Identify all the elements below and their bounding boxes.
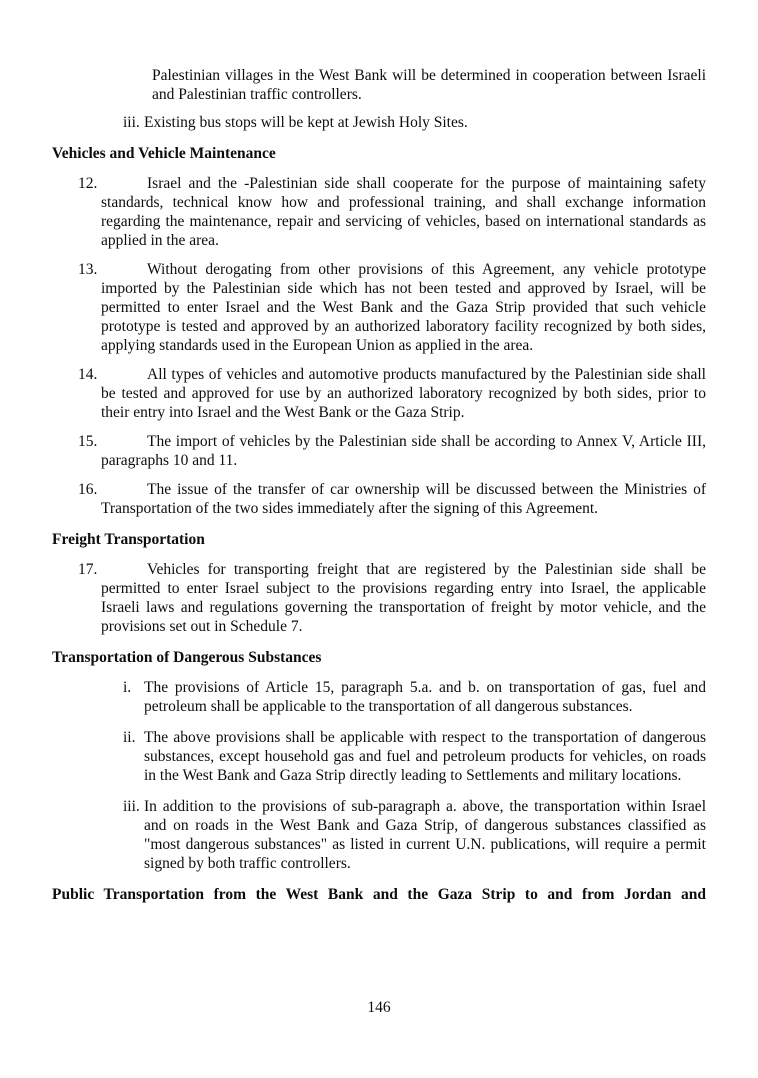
item-number: 16.: [78, 481, 98, 498]
item-text: All types of vehicles and automotive products manufactured by the Palestinian side shall be tested and approved for use by an authorized laboratory recognized by both sides, prior to their entry into Israel and the West Bank or the Gaza Strip.: [101, 366, 706, 421]
list-item-bus-stops: [123, 113, 706, 132]
item-number: 14.: [78, 366, 98, 383]
list-item-text: The above provisions shall be applicable with respect to the transportation of dangerous substances, except household gas and fuel and petroleum products for vehicles, on roads in the West Bank and Gaza Strip directly leading to Settlements and military locations.: [144, 729, 706, 784]
item-number: 17.: [78, 561, 98, 578]
roman-marker: i.: [123, 679, 132, 696]
heading-dangerous-substances: Transportation of Dangerous Substances: [52, 649, 322, 666]
numbered-item-16: [52, 480, 706, 518]
item-number: 15.: [78, 433, 98, 450]
heading-public-transportation: Public Transportation from the West Bank and the Gaza Strip to and from Jordan and: [52, 886, 706, 903]
numbered-item-13: [52, 260, 706, 355]
heading-vehicles-maintenance: Vehicles and Vehicle Maintenance: [52, 145, 276, 162]
item-text: Without derogating from other provisions of this Agreement, any vehicle prototype imported by the Palestinian side which has not been tested and approved by Israel, will be permitted to enter Israel and the West Bank and the Gaza Strip provided that such vehicle prototype is tested and approved by an authorized laboratory facility recognized by both sides, applying standards used in the European Union as applied in the area.: [101, 261, 706, 354]
item-text: Israel and the -Palestinian side shall cooperate for the purpose of maintaining safety standards, technical know how and professional training, and shall exchange information regarding the maintenance, repair and servicing of vehicles, based on international standards as applied in the area.: [101, 175, 706, 249]
item-text: The issue of the transfer of car ownership will be discussed between the Ministries of Transportation of the two sides immediately after the signing of this Agreement.: [101, 481, 706, 517]
numbered-item-12: [52, 174, 706, 250]
item-text: The import of vehicles by the Palestinian side shall be according to Annex V, Article III, paragraphs 10 and 11.: [101, 433, 706, 469]
roman-list-item-iii: [123, 797, 706, 873]
numbered-item-17: [52, 560, 706, 636]
continuation-paragraph: Palestinian villages in the West Bank will be determined in cooperation between Israeli and Palestinian traffic controllers.: [152, 67, 706, 103]
roman-list-item-i: [123, 678, 706, 716]
roman-marker: ii.: [123, 729, 136, 746]
roman-marker: iii.: [123, 798, 140, 815]
heading-freight-transportation: Freight Transportation: [52, 531, 205, 548]
roman-marker: iii.: [123, 114, 140, 131]
roman-list-item-ii: [123, 728, 706, 785]
list-item-text: The provisions of Article 15, paragraph 5.a. and b. on transportation of gas, fuel and petroleum shall be applicable to the transportation of all dangerous substances.: [144, 679, 706, 715]
item-number: 12.: [78, 175, 98, 192]
list-item-text: In addition to the provisions of sub-paragraph a. above, the transportation within Israel and on roads in the West Bank and Gaza Strip, of dangerous substances classified as "most dangerous substances" as listed in current U.N. publications, will require a permit signed by both traffic controllers.: [144, 798, 706, 872]
page-number: 146: [367, 999, 391, 1016]
list-item-text: Existing bus stops will be kept at Jewish Holy Sites.: [144, 114, 468, 131]
numbered-item-14: [52, 365, 706, 422]
item-number: 13.: [78, 261, 98, 278]
numbered-item-15: [52, 432, 706, 470]
item-text: Vehicles for transporting freight that are registered by the Palestinian side shall be permitted to enter Israel subject to the provisions regarding entry into Israel, the applicable Israeli laws and regulations governing the transportation of freight by motor vehicle, and the provisions set out in Schedule 7.: [101, 561, 706, 635]
